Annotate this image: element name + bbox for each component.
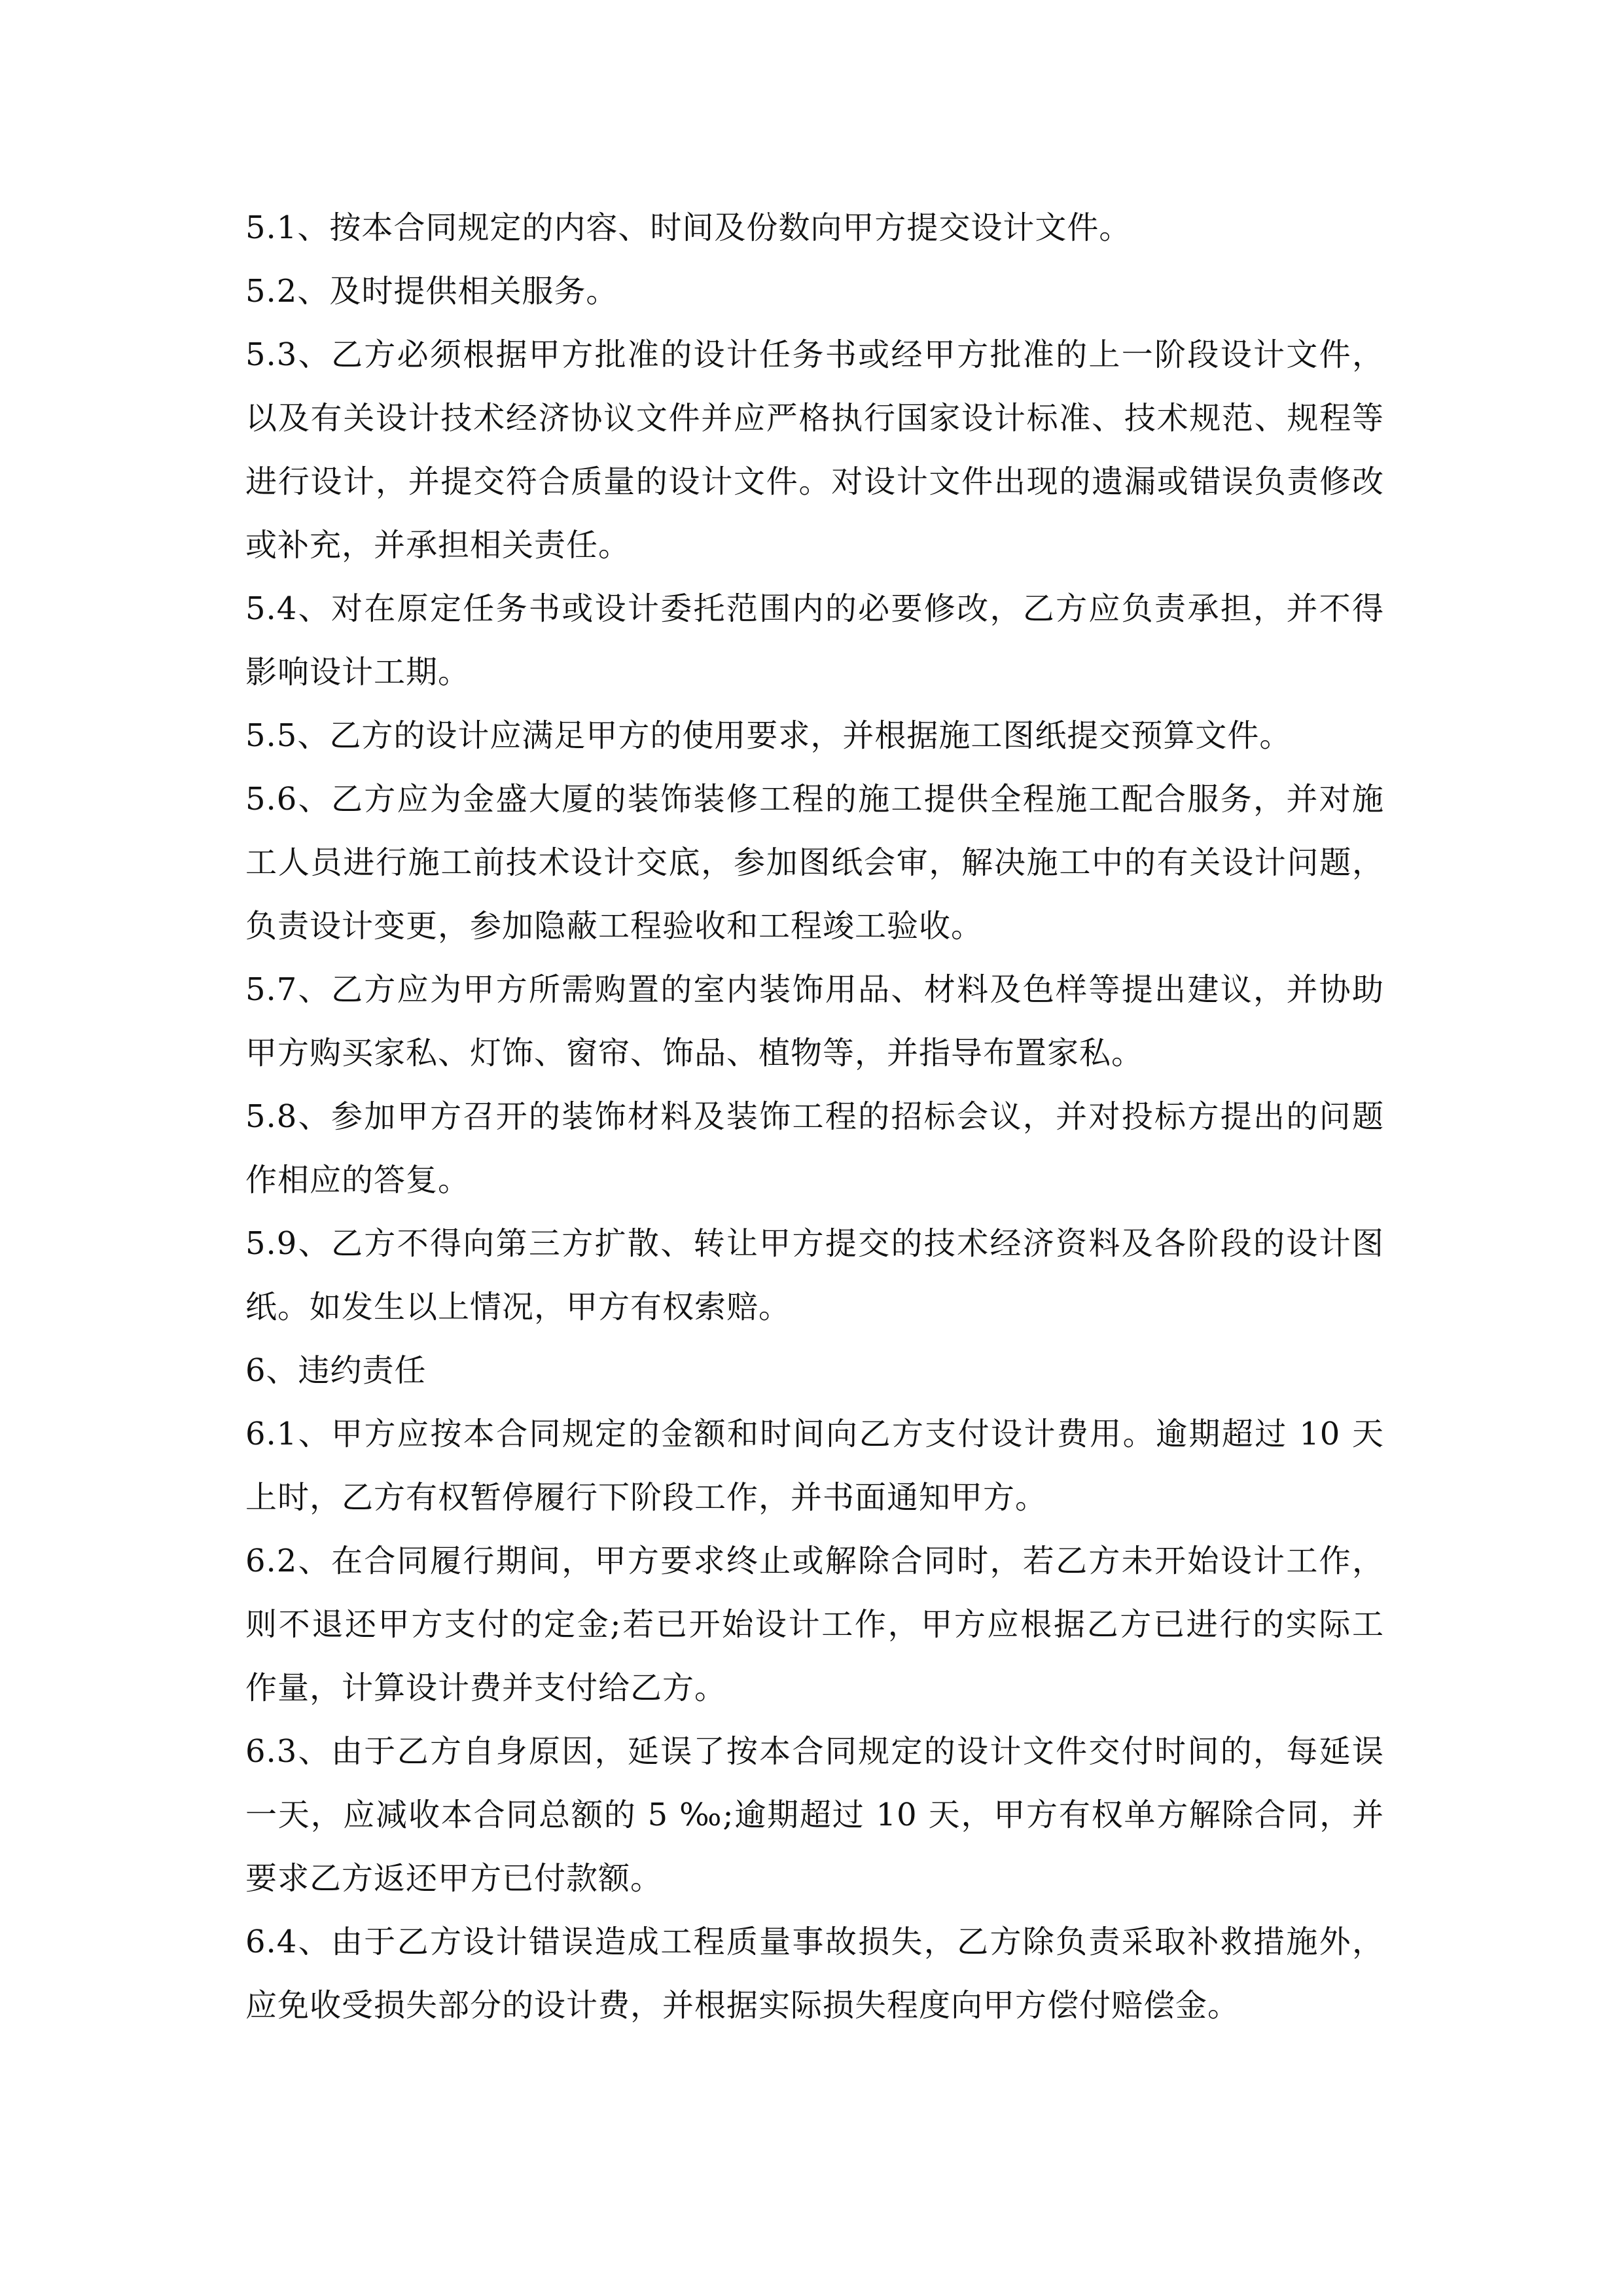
text-line: 进行设计，并提交符合质量的设计文件。对设计文件出现的遗漏或错误负责修改 xyxy=(245,463,1384,500)
text-line: 5.9、乙方不得向第三方扩散、转让甲方提交的技术经济资料及各阶段的设计图 xyxy=(245,1225,1384,1262)
text-line: 作相应的答复。 xyxy=(245,1162,471,1198)
text-line: 应免收受损失部分的设计费，并根据实际损失程度向甲方偿付赔偿金。 xyxy=(245,1987,1240,2024)
text-line: 则不退还甲方支付的定金;若已开始设计工作，甲方应根据乙方已进行的实际工 xyxy=(245,1606,1384,1643)
text-line: 5.7、乙方应为甲方所需购置的室内装饰用品、材料及色样等提出建议，并协助 xyxy=(245,971,1384,1008)
text-line: 以及有关设计技术经济协议文件并应严格执行国家设计标准、技术规范、规程等 xyxy=(245,400,1384,437)
text-line: 或补充，并承担相关责任。 xyxy=(245,527,631,564)
text-line: 要求乙方返还甲方已付款额。 xyxy=(245,1860,663,1897)
text-line: 纸。如发生以上情况，甲方有权索赔。 xyxy=(245,1289,791,1325)
section-heading: 6、违约责任 xyxy=(245,1352,427,1389)
text-line: 负责设计变更，参加隐蔽工程验收和工程竣工验收。 xyxy=(245,908,984,944)
text-line: 5.3、乙方必须根据甲方批准的设计任务书或经甲方批准的上一阶段设计文件， xyxy=(245,336,1384,373)
text-line: 甲方购买家私、灯饰、窗帘、饰品、植物等，并指导布置家私。 xyxy=(245,1035,1144,1071)
text-line: 5.2、及时提供相关服务。 xyxy=(245,273,618,310)
text-line: 5.4、对在原定任务书或设计委托范围内的必要修改，乙方应负责承担，并不得 xyxy=(245,590,1384,627)
document-page xyxy=(245,196,1384,2037)
text-line: 5.8、参加甲方召开的装饰材料及装饰工程的招标会议，并对投标方提出的问题 xyxy=(245,1098,1384,1135)
text-line: 一天，应减收本合同总额的 5 ‰;逾期超过 10 天，甲方有权单方解除合同，并 xyxy=(245,1797,1384,1833)
text-line: 5.1、按本合同规定的内容、时间及份数向甲方提交设计文件。 xyxy=(245,209,1132,246)
text-line: 影响设计工期。 xyxy=(245,654,471,691)
text-line: 上时，乙方有权暂停履行下阶段工作，并书面通知甲方。 xyxy=(245,1479,1048,1516)
text-line: 工人员进行施工前技术设计交底，参加图纸会审，解决施工中的有关设计问题， xyxy=(245,844,1384,881)
text-line: 6.4、由于乙方设计错误造成工程质量事故损失，乙方除负责采取补救措施外， xyxy=(245,1924,1384,1960)
text-line: 6.1、甲方应按本合同规定的金额和时间向乙方支付设计费用。逾期超过 10 天 xyxy=(245,1416,1384,1452)
text-line: 5.6、乙方应为金盛大厦的装饰装修工程的施工提供全程施工配合服务，并对施 xyxy=(245,781,1384,817)
text-line: 6.2、在合同履行期间，甲方要求终止或解除合同时，若乙方未开始设计工作， xyxy=(245,1543,1384,1579)
text-line: 5.5、乙方的设计应满足甲方的使用要求，并根据施工图纸提交预算文件。 xyxy=(245,717,1292,754)
text-line: 6.3、由于乙方自身原因，延误了按本合同规定的设计文件交付时间的，每延误 xyxy=(245,1733,1384,1770)
text-line: 作量，计算设计费并支付给乙方。 xyxy=(245,1670,727,1706)
